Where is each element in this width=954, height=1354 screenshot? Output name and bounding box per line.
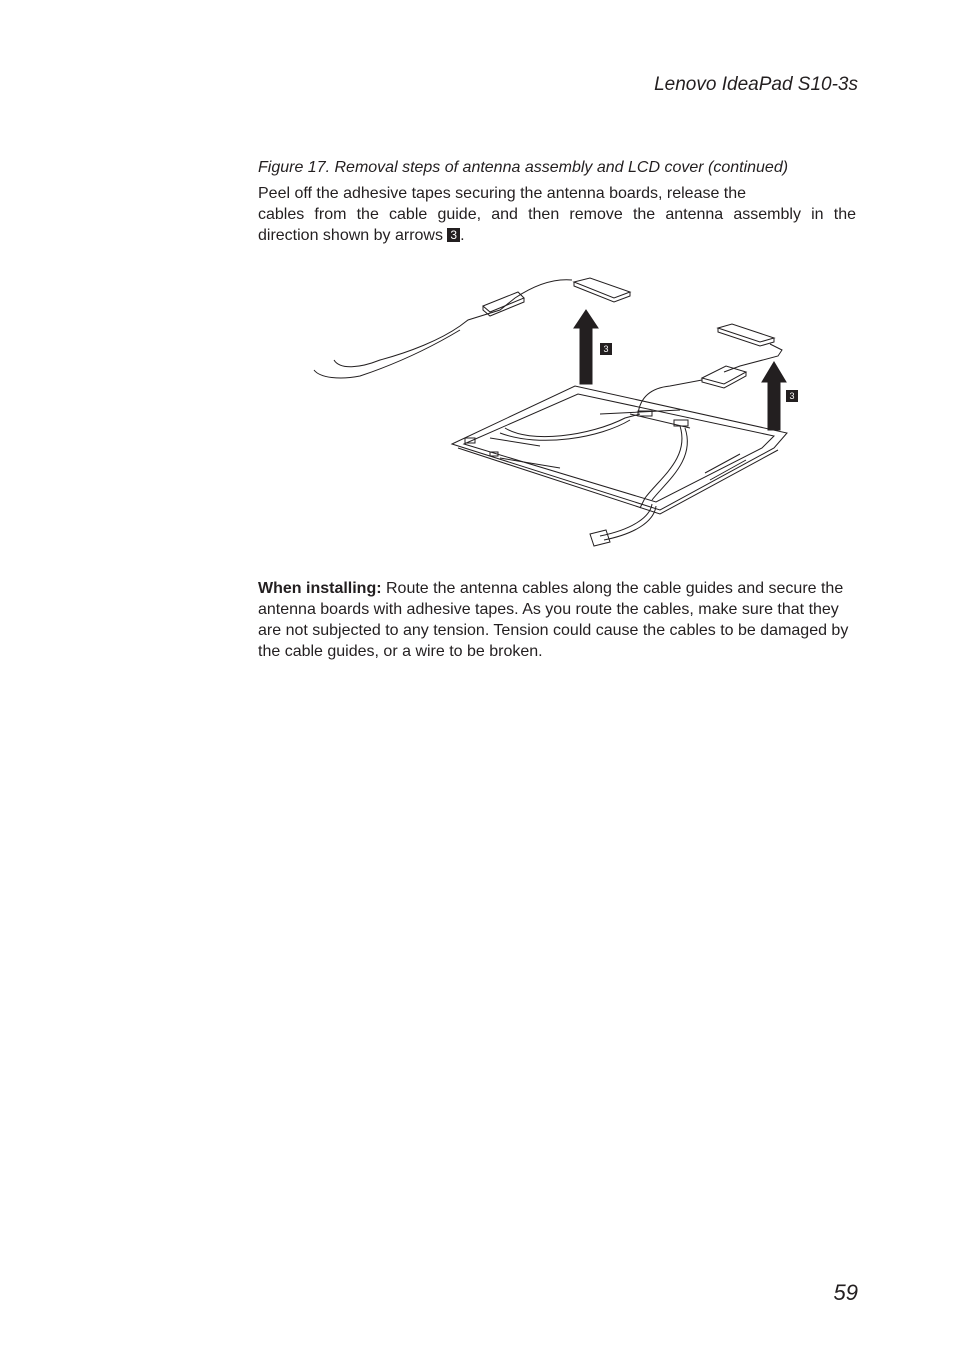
instruction-text: direction shown by arrows	[258, 227, 443, 244]
document-title: Lenovo IdeaPad S10-3s	[654, 74, 858, 95]
antenna-assembly-illustration	[300, 268, 800, 558]
installing-label: When installing:	[258, 580, 382, 597]
page-number: 59	[833, 1280, 858, 1305]
instruction-line	[258, 225, 856, 246]
instruction-line: Peel off the adhesive tapes securing the antenna boards, release the	[258, 185, 747, 202]
removal-instructions	[258, 183, 856, 246]
installing-text: Route the antenna cables along the cable guides and secure the antenna boards with adhesive tapes. As you route the cables, make sure that they are not subjected to any tension. Tension could cause the cables to be damaged by the cable guides, or a wire to be broken.	[258, 580, 849, 660]
instruction-period: .	[460, 227, 465, 244]
installing-note	[258, 578, 856, 662]
instruction-line: cables from the cable guide, and then remove the antenna assembly in the	[258, 206, 856, 223]
callout-3-right: 3	[789, 391, 795, 401]
step-number-badge: 3	[447, 228, 460, 242]
figure-caption: Figure 17. Removal steps of antenna assembly and LCD cover (continued)	[258, 159, 789, 176]
callout-3-left: 3	[603, 344, 609, 354]
